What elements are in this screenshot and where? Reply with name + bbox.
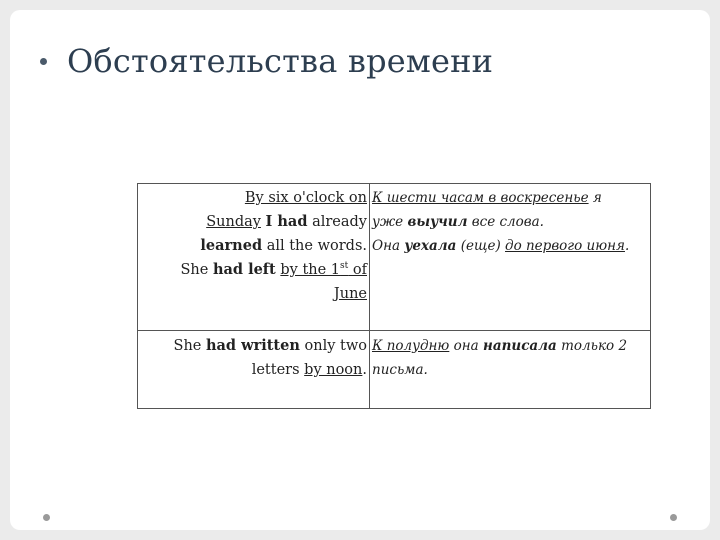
text: all the words. (262, 238, 367, 254)
text: я (588, 190, 602, 206)
grammar-table (137, 183, 651, 409)
verb: had left (212, 261, 276, 278)
text: (еще) (456, 238, 506, 254)
phrase: June (333, 286, 367, 302)
title-row (40, 42, 493, 80)
superscript: st (340, 261, 349, 272)
text: letters (251, 362, 305, 378)
verb: had written (205, 337, 300, 354)
russian-cell (370, 331, 651, 409)
verb: I had (265, 213, 308, 230)
text: She (173, 338, 206, 354)
verb: выучил (407, 214, 468, 230)
corner-dot-icon (43, 514, 50, 521)
text: by the 1 (280, 262, 341, 278)
text: все слова. (467, 214, 544, 230)
phrase: К шести часам в воскресенье (372, 190, 589, 206)
slide-title: Обстоятельства времени (67, 42, 494, 80)
text: только 2 (556, 338, 628, 354)
text: already (307, 214, 367, 230)
text: письма. (372, 362, 428, 378)
english-cell (138, 184, 370, 331)
phrase: Sunday (206, 214, 261, 230)
text: of (348, 262, 367, 278)
phrase: by noon (304, 362, 363, 378)
text: Она (372, 238, 405, 254)
slide (10, 10, 710, 530)
text: она (449, 338, 483, 354)
english-cell (138, 331, 370, 409)
phrase: By six o'clock on (244, 190, 367, 206)
bullet-icon (40, 58, 47, 65)
table-row (138, 184, 651, 331)
phrase (280, 262, 367, 278)
russian-cell (370, 184, 651, 331)
phrase: К полудню (372, 338, 450, 354)
verb: написала (482, 338, 557, 354)
table-row (138, 331, 651, 409)
text: . (362, 362, 367, 378)
text: уже (372, 214, 408, 230)
verb: уехала (404, 238, 457, 254)
text: She (180, 262, 213, 278)
corner-dot-icon (670, 514, 677, 521)
text: only two (299, 338, 367, 354)
text: . (624, 238, 630, 254)
phrase: до первого июня (505, 238, 625, 254)
verb: learned (200, 237, 263, 254)
